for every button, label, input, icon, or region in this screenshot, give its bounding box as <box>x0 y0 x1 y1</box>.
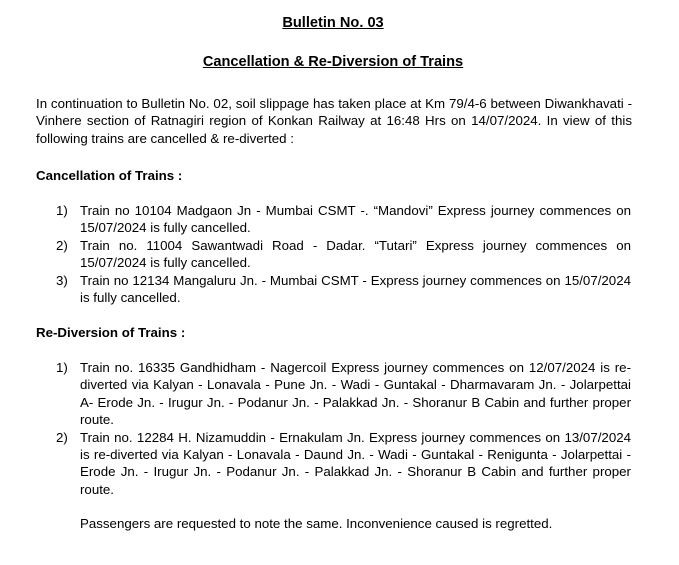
list-number: 1) <box>56 360 68 375</box>
bulletin-title: Bulletin No. 03 <box>282 15 384 31</box>
intro-paragraph: In continuation to Bulletin No. 02, soil slippage has taken place at Km 79/4-6 between Diwankhavati - Vinhere section of Ratnagiri region of Konkan Railway at 16:48 Hrs on 14/07/2024. In view of this following trains are cancelled & re-diverted : <box>36 96 632 146</box>
list-number: 2) <box>56 237 68 253</box>
closing-note: Passengers are requested to note the same. Inconvenience caused is regretted. <box>80 516 553 531</box>
cancellation-item <box>0 202 631 237</box>
rediversion-item <box>0 359 631 429</box>
list-item-text: Train no 12134 Mangaluru Jn. - Mumbai CSMT - Express journey commences on 15/07/2024 is fully cancelled. <box>80 272 631 306</box>
list-number: 1) <box>56 203 68 218</box>
list-item-text: Train no 10104 Madgaon Jn - Mumbai CSMT -. “Mandovi” Express journey commences on 15/07/2024 is fully cancelled. <box>80 203 631 236</box>
cancellation-list <box>0 202 631 306</box>
document-subtitle: Cancellation & Re-Diversion of Trains <box>202 54 464 70</box>
cancellation-heading: Cancellation of Trains : <box>36 168 183 183</box>
list-item-text: Train no. 16335 Gandhidham - Nagercoil Express journey commences on 12/07/2024 is re-diverted via Kalyan - Lonavala - Pune Jn. - Wadi - Guntakal - Dharmavaram Jn. - Jolarpettai A- Erode Jn. - Irugur Jn. - Podanur Jn. - Palakkad Jn. - Shoranur B Cabin and further proper route. <box>80 360 631 428</box>
list-item-text: Train no. 12284 H. Nizamuddin - Ernakulam Jn. Express journey commences on 13/07/2024 is re-diverted via Kalyan - Lonavala - Daund Jn. - Wadi - Guntakal - Renigunta - Jolarpettai - Erode Jn. - Irugur Jn. - Podanur Jn. - Palakkad Jn. - Shoranur B Cabin and further proper route. <box>80 429 631 497</box>
cancellation-item <box>0 272 631 307</box>
rediversion-item <box>0 429 631 499</box>
list-number: 3) <box>56 272 68 288</box>
list-number: 2) <box>56 429 68 445</box>
list-item-text: Train no. 11004 Sawantwadi Road - Dadar. “Tutari” Express journey commences on 15/07/2024 is fully cancelled. <box>80 237 631 271</box>
rediversion-list <box>0 359 631 498</box>
cancellation-item <box>0 237 631 272</box>
rediversion-heading: Re-Diversion of Trains : <box>36 325 186 340</box>
